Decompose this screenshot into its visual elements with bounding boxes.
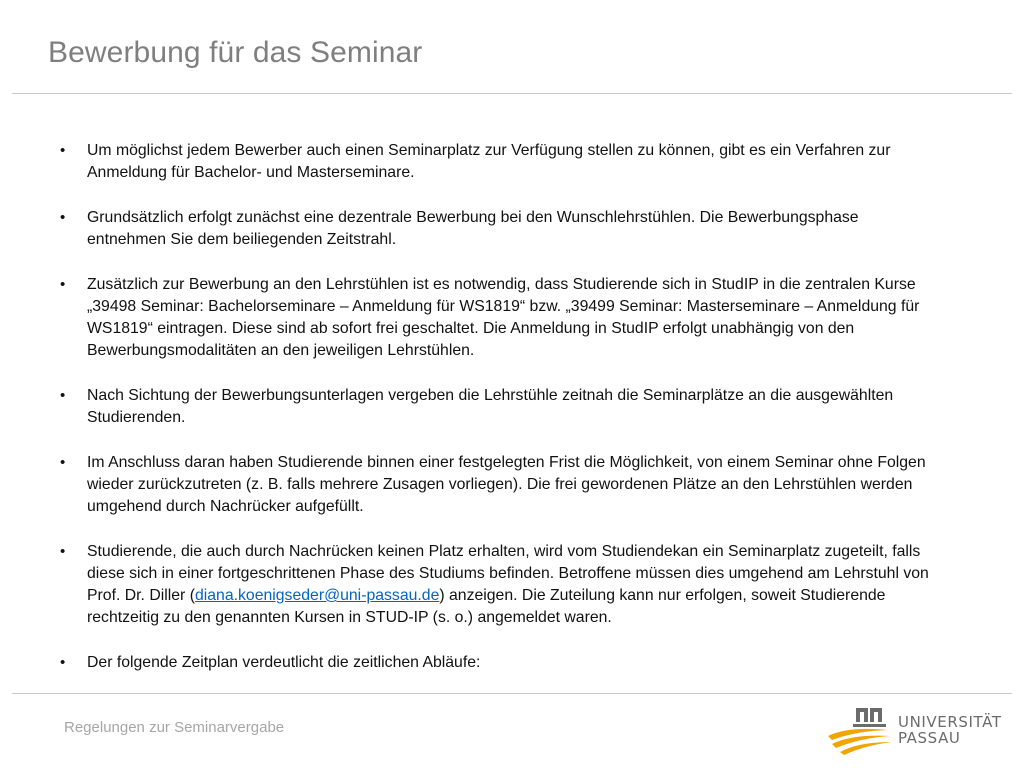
bullet-item	[60, 140, 930, 184]
bullet-icon: •	[60, 543, 66, 560]
bullet-item	[60, 452, 930, 518]
bullet-item	[60, 385, 930, 429]
bullet-item	[60, 274, 930, 362]
bullet-text: Im Anschluss daran haben Studierende binnen einer festgelegten Frist die Möglichkeit, von einem Seminar ohne Folgen wieder zurückzutreten (z. B. falls mehrere Zusagen vorliegen). Die frei gewordenen Plätze an den Lehrstühlen werden umgehend durch Nachrücker aufgefüllt.	[87, 454, 926, 515]
logo-line-1: UNIVERSITÄT	[898, 713, 1002, 731]
bullet-icon: •	[60, 654, 66, 671]
bullet-list	[60, 140, 930, 697]
slide-title: Bewerbung für das Seminar	[48, 36, 423, 69]
bullet-item	[60, 652, 930, 674]
bullet-text-after: ) anzeigen. Die Zuteilung kann nur erfolgen, soweit Studierende rechtzeitig zu den genannten Kursen in STUD-IP (s. o.) angemeldet waren.	[87, 587, 886, 626]
bullet-item	[60, 207, 930, 251]
bullet-text: Grundsätzlich erfolgt zunächst eine dezentrale Bewerbung bei den Wunschlehrstühlen. Die Bewerbungsphase entnehmen Sie dem beiliegenden Zeitstrahl.	[87, 209, 859, 248]
bullet-icon: •	[60, 454, 66, 471]
footer-divider	[12, 693, 1012, 694]
bullet-text: Nach Sichtung der Bewerbungsunterlagen vergeben die Lehrstühle zeitnah die Seminarplätze an die ausgewählten Studierenden.	[87, 387, 894, 426]
bullet-icon: •	[60, 209, 66, 226]
logo-wordmark	[898, 714, 1002, 746]
bullet-icon: •	[60, 276, 66, 293]
bullet-text: Um möglichst jedem Bewerber auch einen Seminarplatz zur Verfügung stellen zu können, gibt es ein Verfahren zur Anmeldung für Bachelor- und Masterseminare.	[87, 142, 891, 181]
email-link[interactable]: diana.koenigseder@uni-passau.de	[194, 587, 440, 604]
university-logo	[826, 704, 1001, 756]
logo-line-2: PASSAU	[898, 729, 961, 747]
university-emblem-icon	[826, 704, 896, 756]
bullet-text: Der folgende Zeitplan verdeutlicht die zeitlichen Abläufe:	[87, 654, 481, 671]
bullet-icon: •	[60, 387, 66, 404]
footer-label: Regelungen zur Seminarvergabe	[64, 719, 285, 736]
bullet-text: Zusätzlich zur Bewerbung an den Lehrstühlen ist es notwendig, dass Studierende sich in StudIP in die zentralen Kurse „39498 Seminar: Bachelorseminare – Anmeldung für WS1819“ bzw. „39499 Seminar: Masterseminare – Anmeldung für WS1819“ eintragen. Diese sind ab sofort frei geschaltet. Die Anmeldung in StudIP erfolgt unabhängig von den Bewerbungsmodalitäten an den jeweiligen Lehrstühlen.	[87, 276, 920, 359]
bullet-icon: •	[60, 142, 66, 159]
title-divider	[12, 93, 1012, 94]
bullet-text-before: Studierende, die auch durch Nachrücken keinen Platz erhalten, wird vom Studiendekan ein Seminarplatz zugeteilt, falls diese sich in einer fortgeschrittenen Phase des Studiums befinden. Betroffene müssen dies umgehend am Lehrstuhl von Prof. Dr. Diller (	[87, 543, 929, 604]
bullet-item	[60, 541, 930, 629]
